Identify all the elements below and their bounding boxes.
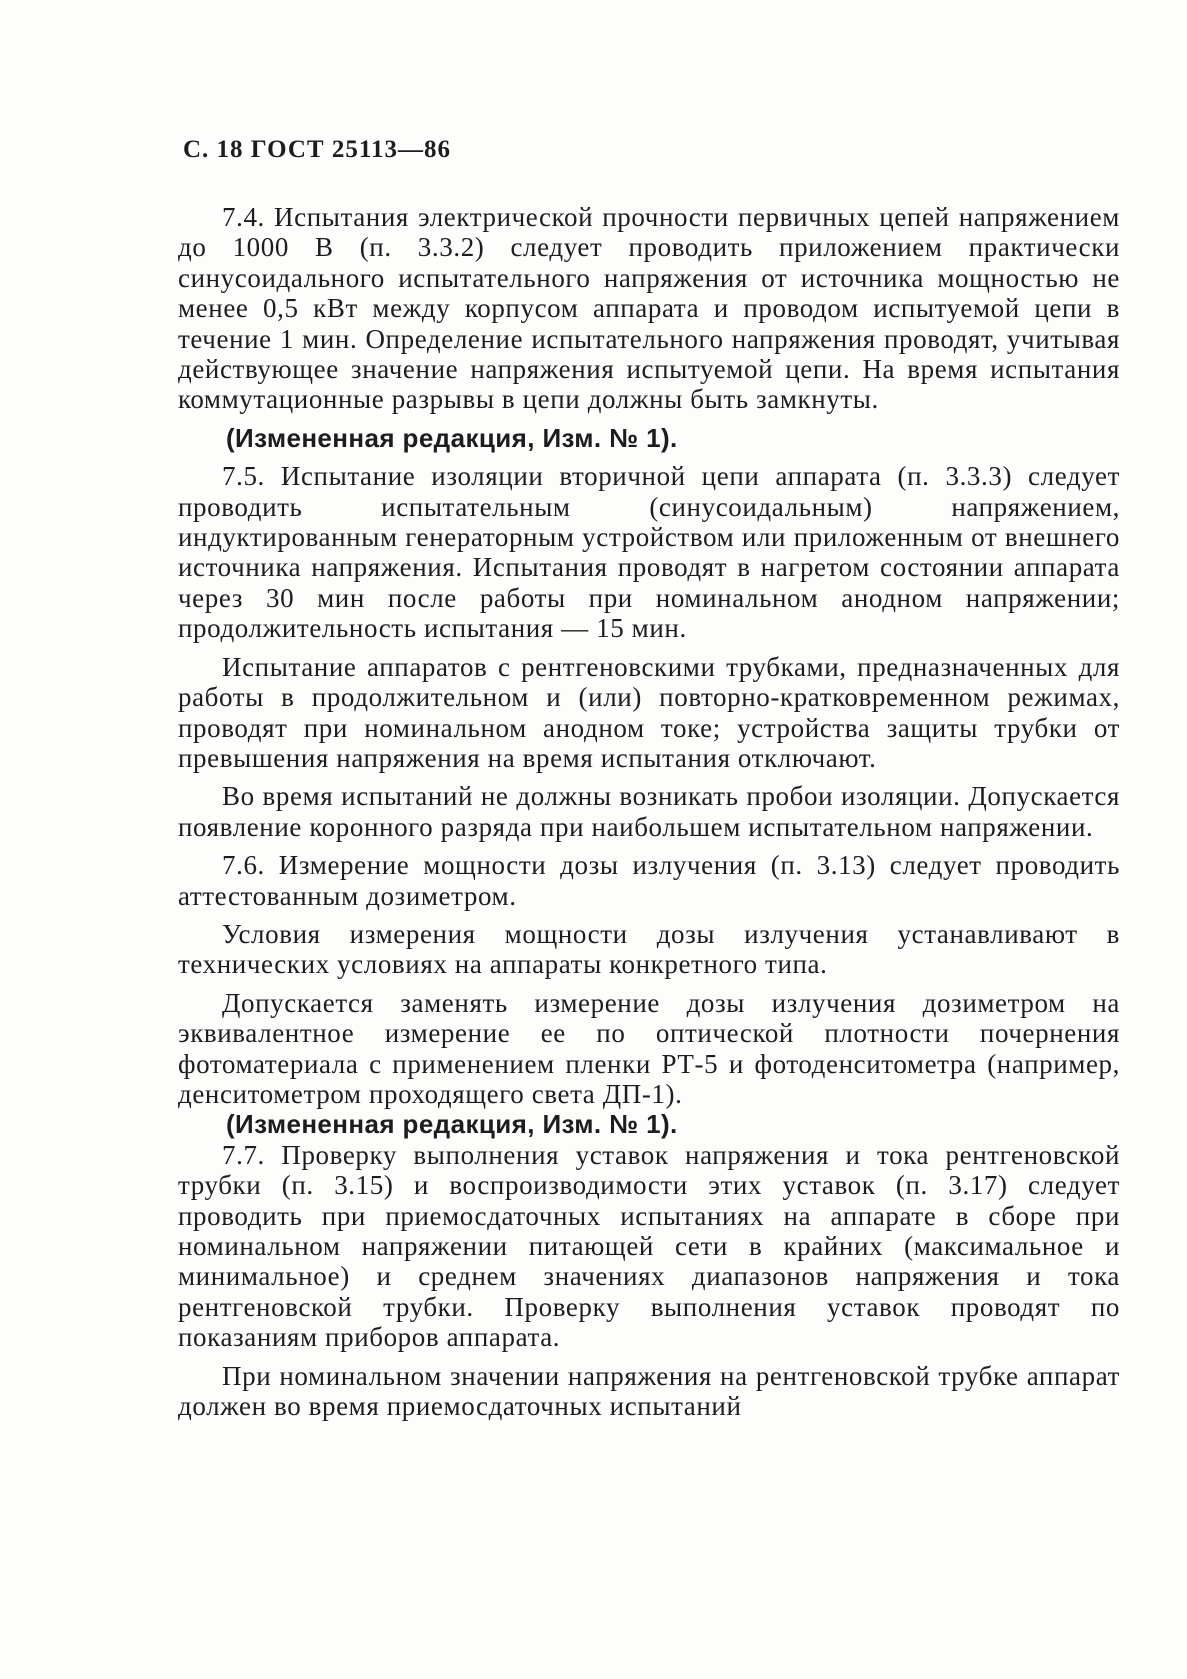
- paragraph-7-5-tubes: Испытание аппаратов с рентгеновскими трубками, предназначенных для работы в продолжительном и (или) повторно-кратковременном режимах, проводят при номинальном анодном токе; устройства защиты трубки от превышения напряжения на время испытания отключают.: [178, 651, 1120, 773]
- document-body: [178, 202, 1120, 1421]
- paragraph-7-6: 7.6. Измерение мощности дозы излучения (п. 3.13) следует проводить аттестованным дозиметром.: [178, 850, 1120, 911]
- paragraph-7-7-nominal: При номинальном значении напряжения на рентгеновской трубке аппарат должен во время приемосдаточных испытаний: [178, 1360, 1120, 1422]
- paragraph-7-5-breakdown: Во время испытаний не должны возникать пробои изоляции. Допускается появление коронного разряда при наибольшем испытательном напряжении.: [178, 781, 1120, 842]
- paragraph-7-6-replacement: Допускается заменять измерение дозы излучения дозиметром на эквивалентное измерение ее по оптической плотности почернения фотоматериала с применением пленки РТ-5 и фотоденситометра (например, денситометром проходящего света ДП-1).: [178, 987, 1120, 1109]
- page-header: С. 18 ГОСТ 25113—86: [183, 136, 451, 163]
- paragraph-7-4: 7.4. Испытания электрической прочности первичных цепей напряжением до 1000 В (п. 3.3.2) следует проводить приложением практически синусоидального испытательного напряжения от источника мощностью не менее 0,5 кВт между корпусом аппарата и проводом испытуемой цепи в течение 1 мин. Определение испытательного напряжения проводят, учитывая действующее значение напряжения испытуемой цепи. На время испытания коммутационные разрывы в цепи должны быть замкнуты.: [178, 202, 1120, 415]
- paragraph-7-5: 7.5. Испытание изоляции вторичной цепи аппарата (п. 3.3.3) следует проводить испытательным (синусоидальным) напряжением, индуктированным генераторным устройством или приложенным от внешнего источника напряжения. Испытания проводят в нагретом состоянии аппарата через 30 мин после работы при номинальном анодном напряжении; продолжительность испытания — 15 мин.: [178, 461, 1120, 644]
- amendment-note: (Измененная редакция, Изм. № 1).: [226, 422, 678, 453]
- paragraph-7-7: 7.7. Проверку выполнения уставок напряжения и тока рентгеновской трубки (п. 3.15) и воспроизводимости этих уставок (п. 3.17) следует проводить при приемосдаточных испытаниях на аппарате в сборе при номинальном напряжении питающей сети в крайних (максимальное и минимальное) и среднем значениях диапазонов напряжения и тока рентгеновской трубки. Проверку выполнения уставок проводят по показаниям приборов аппарата.: [178, 1139, 1120, 1353]
- amendment-note: (Измененная редакция, Изм. № 1).: [226, 1109, 678, 1140]
- paragraph-7-6-conditions: Условия измерения мощности дозы излучения устанавливают в технических условиях на аппараты конкретного типа.: [178, 918, 1120, 980]
